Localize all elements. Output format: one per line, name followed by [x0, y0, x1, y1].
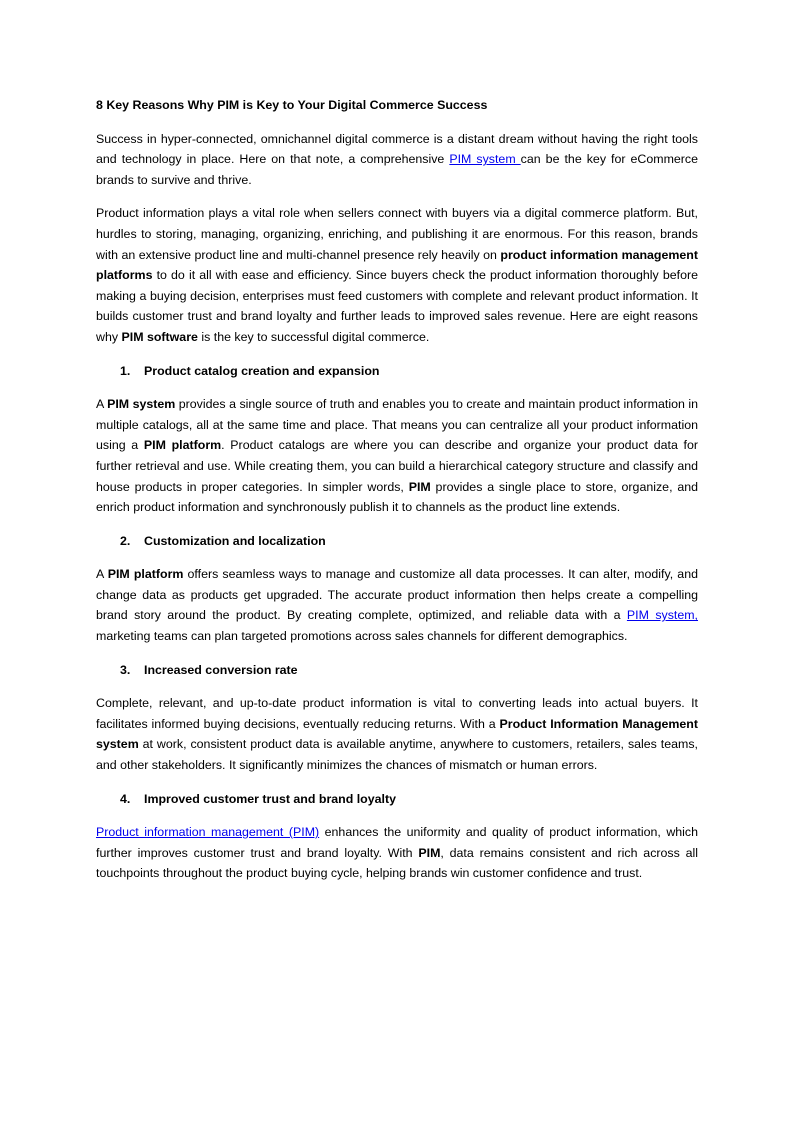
intro-paragraph-1: [96, 129, 698, 191]
section-heading-2: [96, 531, 698, 552]
text-run: A: [96, 397, 108, 412]
bold-run: PIM platform: [143, 438, 222, 453]
bold-run: PIM: [408, 479, 431, 494]
text-run: offers seamless ways to manage and customize all data processes. It can alter, modify, and change data as products get upgraded. The accurate product information then helps create a compelling brand story around the product. By creating complete, optimized, and reliable data with a: [96, 567, 698, 623]
section-number: 2.: [120, 533, 131, 548]
intro-paragraph-2: [96, 203, 698, 347]
text-run: at work, consistent product data is available anytime, anywhere to customers, retailers, sales teams, and other stakeholders. It significantly minimizes the chances of mismatch or human errors.: [96, 737, 698, 773]
text-run: A: [96, 567, 108, 582]
section-number: 4.: [120, 791, 131, 806]
section-heading-text: Product catalog creation and expansion: [144, 363, 380, 378]
text-run: to do it all with ease and efficiency. Since buyers check the product information thoroughly before making a buying decision, enterprises must feed customers with complete and relevant product information. It builds customer trust and brand loyalty and further leads to improved sales revenue. Here are eight reasons why: [96, 268, 698, 344]
text-run: can be the key for eCommerce brands to survive and thrive.: [96, 152, 698, 187]
pim-system-link[interactable]: PIM system: [449, 152, 521, 167]
section-heading-text: Improved customer trust and brand loyalty: [144, 791, 396, 806]
text-run: Complete, relevant, and up-to-date product information is vital to converting leads into actual buyers. It facilitates informed buying decisions, eventually reducing returns. With a: [96, 696, 698, 731]
text-run: Product information plays a vital role when sellers connect with buyers via a digital commerce platform. But, hurdles to storing, managing, organizing, enriching, and publishing it are enormous. For this reason, brands with an extensive product line and multi-channel presence rely heavily on: [96, 206, 698, 262]
section-paragraph-4: [96, 822, 698, 884]
text-run: enhances the uniformity and quality of product information, which further improves customer trust and brand loyalty. With: [96, 825, 698, 860]
section-heading-text: Customization and localization: [144, 533, 326, 548]
bold-run: Product Information Management system: [96, 716, 699, 752]
page-title: 8 Key Reasons Why PIM is Key to Your Digital Commerce Success: [96, 98, 488, 112]
section-heading-1: [96, 361, 698, 382]
pim-system-link[interactable]: PIM system,: [626, 608, 699, 623]
section-heading-text: Increased conversion rate: [144, 662, 298, 677]
bold-run: product information management platforms: [96, 247, 698, 283]
bold-run: PIM: [418, 845, 441, 860]
text-run: marketing teams can plan targeted promotions across sales channels for different demographics.: [96, 629, 628, 644]
text-run: . Product catalogs are where you can describe and organize your product data for further retrieval and use. While creating them, you can build a hierarchical category structure and classify and house products in proper categories. In simpler words,: [96, 438, 698, 494]
bold-run: PIM software: [121, 329, 198, 344]
text-run: provides a single place to store, organize, and enrich product information and synchronously publish it to channels as the product line extends.: [96, 479, 699, 515]
section-heading-4: [96, 789, 698, 810]
bold-run: PIM platform: [107, 567, 184, 582]
text-run: , data remains consistent and rich across all touchpoints throughout the product buying cycle, helping brands win customer confidence and trust.: [96, 845, 698, 881]
section-paragraph-1: [96, 394, 698, 518]
pim-link[interactable]: Product information management (PIM): [96, 825, 320, 840]
text-run: is the key to successful digital commerce.: [197, 329, 430, 344]
section-paragraph-3: [96, 693, 698, 775]
section-number: 3.: [120, 662, 131, 677]
bold-run: PIM system: [107, 397, 176, 412]
section-heading-3: [96, 660, 698, 681]
section-number: 1.: [120, 363, 131, 378]
document-body: [96, 95, 698, 897]
text-run: provides a single source of truth and enables you to create and maintain product information in multiple catalogs, all at the same time and place. That means you can centralize all your product information using a: [96, 397, 698, 453]
section-paragraph-2: [96, 564, 698, 646]
text-run: Success in hyper-connected, omnichannel digital commerce is a distant dream without having the right tools and technology in place. Here on that note, a comprehensive: [96, 131, 698, 167]
